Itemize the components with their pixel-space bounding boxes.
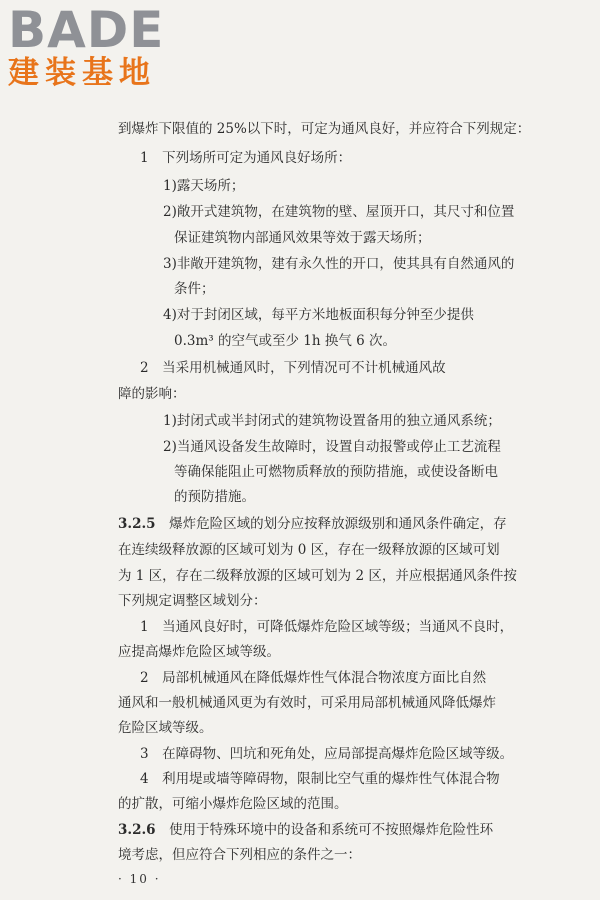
text-line: 通风和一般机械通风更为有效时，可采用局部机械通风降低爆炸 — [118, 695, 496, 711]
text-line: 障的影响： — [118, 386, 186, 402]
text-line: 到爆炸下限值的 25%以下时，可定为通风良好，并应符合下列规定： — [118, 121, 531, 137]
text-line: 2)当通风设备发生故障时，设置自动报警或停止工艺流程 — [163, 439, 501, 455]
text-line: 的扩散，可缩小爆炸危险区域的范围。 — [118, 796, 348, 812]
section-number: 3.2.5 — [118, 516, 156, 532]
text-line: 3.2.5 爆炸危险区域的划分应按释放源级别和通风条件确定，存 — [118, 516, 507, 532]
text-line: 2 当采用机械通风时，下列情况可不计机械通风故 — [140, 360, 446, 376]
text-line: 应提高爆炸危险区域等级。 — [118, 644, 280, 660]
text-line: 危险区域等级。 — [118, 720, 213, 736]
brand-logo — [8, 1, 183, 91]
text-line: 1 当通风良好时，可降低爆炸危险区域等级；当通风不良时， — [140, 619, 514, 635]
text-line: 4)对于封闭区域，每平方米地板面积每分钟至少提供 — [163, 307, 474, 323]
text-line: 境考虑，但应符合下列相应的条件之一： — [118, 847, 361, 863]
logo-wordmark: BADE — [8, 1, 165, 59]
text-line: 在连续级释放源的区域可划为 0 区，存在一级释放源的区域可划 — [118, 542, 500, 558]
text-line: 1)封闭式或半封闭式的建筑物设置备用的独立通风系统； — [163, 413, 501, 429]
text-line: 的预防措施。 — [174, 489, 255, 505]
section-number: 3.2.6 — [118, 822, 156, 838]
text-line: 为 1 区，存在二级释放源的区域可划为 2 区，并应根据通风条件按 — [118, 568, 517, 584]
text-line: 0.3m³ 的空气或至少 1h 换气 6 次。 — [174, 333, 397, 349]
text-line: 3.2.6 使用于特殊环境中的设备和系统可不按照爆炸危险性环 — [118, 822, 494, 838]
text-line: 2)敞开式建筑物，在建筑物的壁、屋顶开口，其尺寸和位置 — [163, 204, 515, 220]
text-line: 1)露天场所； — [163, 178, 245, 194]
text-line: 3 在障碍物、凹坑和死角处，应局部提高爆炸危险区域等级。 — [140, 746, 514, 762]
text-line: 3)非敞开建筑物，建有永久性的开口，使其具有自然通风的 — [163, 256, 515, 272]
text-line: 条件； — [174, 281, 215, 297]
text-line: 下列规定调整区域划分： — [118, 593, 267, 609]
text-line: 等确保能阻止可燃物质释放的预防措施，或使设备断电 — [174, 464, 498, 480]
page-number: · 10 · — [118, 872, 161, 886]
text-line: 1 下列场所可定为通风良好场所： — [140, 150, 352, 166]
text-line: 4 利用堤或墙等障碍物，限制比空气重的爆炸性气体混合物 — [140, 771, 500, 787]
text-line: 2 局部机械通风在降低爆炸性气体混合物浓度方面比自然 — [140, 670, 487, 686]
text-line: 保证建筑物内部通风效果等效于露天场所； — [174, 230, 431, 246]
logo-subtitle: 建装基地 — [8, 55, 156, 91]
